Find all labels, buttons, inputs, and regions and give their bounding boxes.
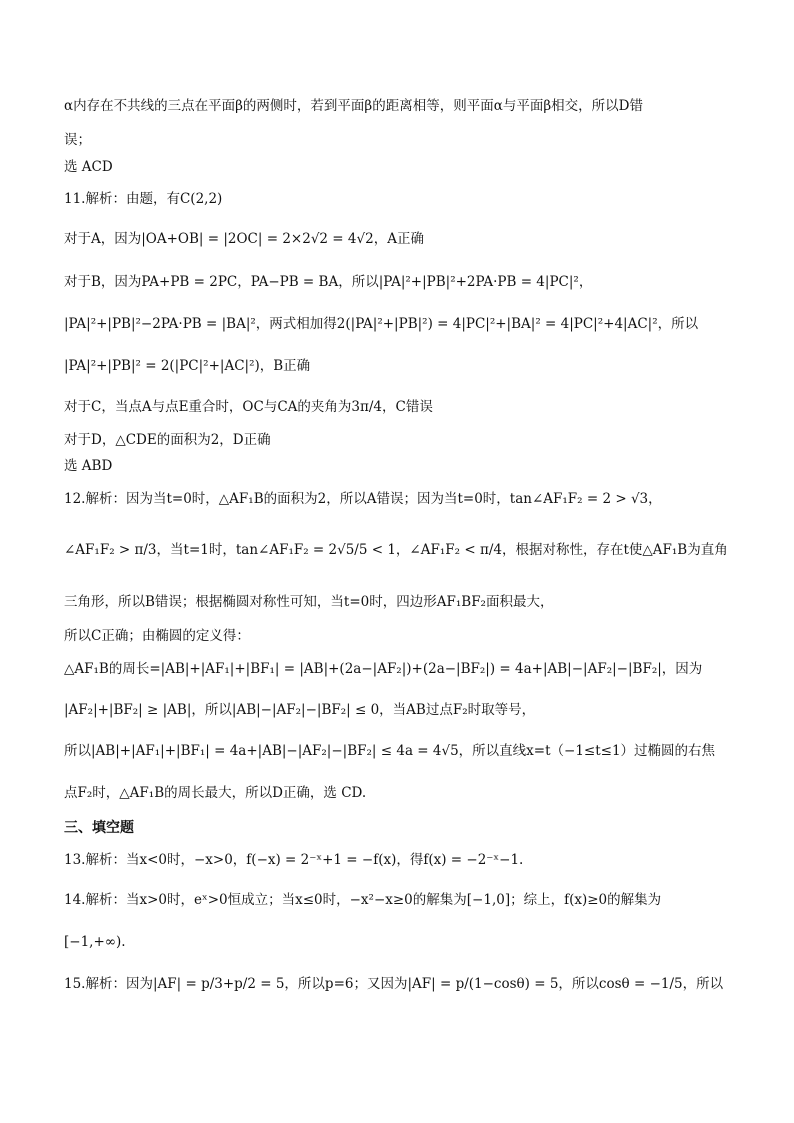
section-heading: 三、填空题 xyxy=(64,820,134,836)
text-line-2: 误； xyxy=(64,132,91,148)
text-line-16: △AF₁B的周长=|AB|+|AF₁|+|BF₁| = |AB|+(2a−|AF₂|)+(2a−|BF₂|) = 4a+|AB|−|AF₂|−|BF₂|，因为 xyxy=(64,661,703,677)
text-line-7: |PA|²+|PB|²−2PA·PB = |BA|²，两式相加得2(|PA|²+|PB|²) = 4|PC|²+|BA|² = 4|PC|²+4|AC|²，所以 xyxy=(64,316,699,332)
text-line-8: |PA|²+|PB|² = 2(|PC|²+|AC|²)，B正确 xyxy=(64,358,311,374)
text-line-14: 三角形，所以B错误；根据椭圆对称性可知，当t=0时，四边形AF₁BF₂面积最大， xyxy=(64,594,554,610)
text-line-19: 点F₂时，△AF₁B的周长最大，所以D正确，选 CD. xyxy=(64,785,367,801)
text-line-13: ∠AF₁F₂ > π/3，当t=1时，tan∠AF₁F₂ = 2√5/5 < 1，∠AF₁F₂ < π/4，根据对称性，存在t使△AF₁B为直角 xyxy=(64,542,728,558)
text-line-11: 选 ABD xyxy=(64,458,113,474)
text-line-3: 选 ACD xyxy=(64,159,113,175)
text-line-23: [−1,+∞). xyxy=(64,934,126,950)
text-line-12: 12.解析：因为当t=0时，△AF₁B的面积为2，所以A错误；因为当t=0时，tan∠AF₁F₂ = 2 > √3， xyxy=(64,491,662,507)
text-line-24: 15.解析：因为|AF| = p/3+p/2 = 5，所以p=6；又因为|AF| = p/(1−cosθ) = 5，所以cosθ = −1/5，所以 xyxy=(64,976,724,992)
text-line-15: 所以C正确；由椭圆的定义得： xyxy=(64,628,250,644)
text-line-10: 对于D，△CDE的面积为2，D正确 xyxy=(64,432,271,448)
text-line-5: 对于A，因为|OA+OB| = |2OC| = 2×2√2 = 4√2，A正确 xyxy=(64,231,424,247)
text-line-1: α内存在不共线的三点在平面β的两侧时，若到平面β的距离相等，则平面α与平面β相交，所以D错 xyxy=(64,98,643,114)
text-line-4: 11.解析：由题，有C(2,2) xyxy=(64,191,223,207)
text-line-21: 13.解析：当x<0时，−x>0，f(−x) = 2⁻ˣ+1 = −f(x)，得f(x) = −2⁻ˣ−1. xyxy=(64,852,524,868)
text-line-6: 对于B，因为PA+PB = 2PC，PA−PB = BA，所以|PA|²+|PB|²+2PA·PB = 4|PC|²， xyxy=(64,274,593,290)
text-line-9: 对于C，当点A与点E重合时，OC与CA的夹角为3π/4，C错误 xyxy=(64,399,433,415)
text-line-17: |AF₂|+|BF₂| ≥ |AB|，所以|AB|−|AF₂|−|BF₂| ≤ 0，当AB过点F₂时取等号， xyxy=(64,702,536,718)
text-line-18: 所以|AB|+|AF₁|+|BF₁| = 4a+|AB|−|AF₂|−|BF₂| ≤ 4a = 4√5，所以直线x=t（−1≤t≤1）过椭圆的右焦 xyxy=(64,743,716,759)
text-line-22: 14.解析：当x>0时，eˣ>0恒成立；当x≤0时，−x²−x≥0的解集为[−1,0]；综上，f(x)≥0的解集为 xyxy=(64,892,662,908)
